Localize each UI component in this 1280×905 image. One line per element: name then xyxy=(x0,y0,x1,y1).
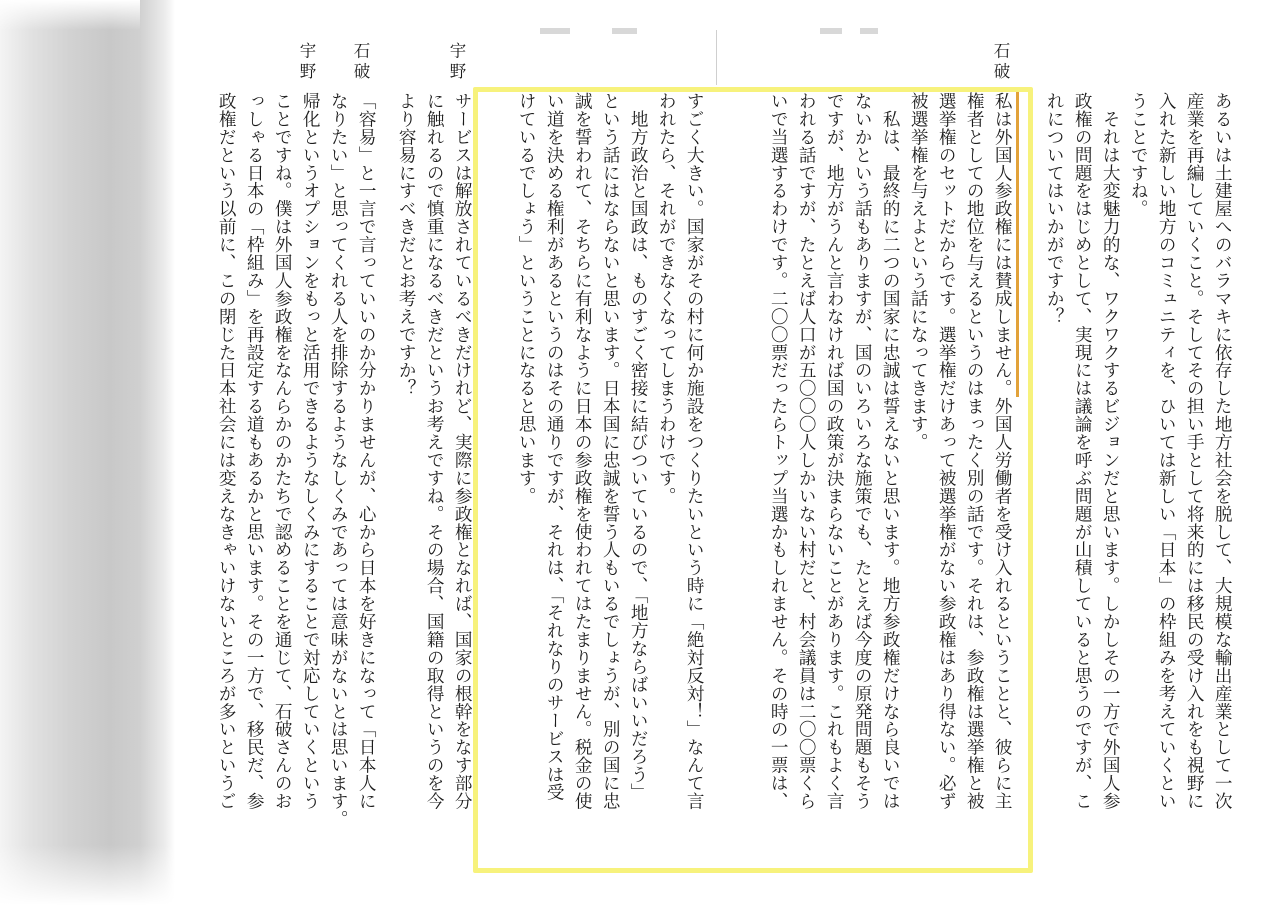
text-column: サービスは解放されているべきだけれど、実際に参政権となれば、国家の根幹をなす部分 xyxy=(452,92,473,810)
text-column: けているでしょう」ということになると思います。 xyxy=(516,92,537,505)
text-column: という話にはならないと思います。日本国に忠誠を誓う人もいるでしょうが、別の国に忠 xyxy=(600,92,621,810)
text-column: あるいは土建屋へのバラマキに依存した地方社会を脱して、大規模な輸出産業として一次 xyxy=(1212,92,1233,810)
text-column: 「容易」と一言で言っていいのか分かりませんが、心から日本を好きになって「日本人に xyxy=(356,92,377,810)
text-column: 政権だという以前に、この閉じた日本社会には変えなきゃいけないところが多いというご xyxy=(216,92,237,810)
text-column: うことですね。 xyxy=(1128,92,1149,218)
text-column: 入れた新しい地方のコミュニティを、ひいては新しい「日本」の枠組みを考えていくとい xyxy=(1156,92,1177,810)
text-column: より容易にすべきだとお考えですか？ xyxy=(396,92,417,398)
text-column: ですが、地方がうんと言わなければ国の政策が決まらないことがあります。これもよく言 xyxy=(824,92,845,810)
text-column: い道を決める権利があるというのはその通りですが、それは、「それなりのサービスは受 xyxy=(544,92,565,802)
text-column: 権者としての地位を与えるというのはまったく別の話です。それは、参政権は選挙権と被 xyxy=(964,92,985,810)
text-column: それは大変魅力的な、ワクワクするビジョンだと思います。しかしその一方で外国人参 xyxy=(1100,92,1121,810)
text-column: いで当選するわけです。二〇〇票だったらトップ当選かもしれません。その時の一票は、 xyxy=(768,92,789,810)
text-column: れについてはいかがですか？ xyxy=(1044,92,1065,326)
text-column: 産業を再編していくこと。そしてその担い手として将来的には移民の受け入れをも視野に xyxy=(1184,92,1205,810)
text-column: 政権の問題をはじめとして、実現には議論を呼ぶ問題が山積していると思うのですが、こ xyxy=(1072,92,1093,810)
speaker-label-ishiba-2: 石破 xyxy=(351,42,370,83)
text-column: われる話ですが、たとえば人口が五〇〇〇人しかいない村だと、村会議員は二〇〇票くら xyxy=(796,92,817,810)
highlight-box xyxy=(473,87,1033,873)
marker-line xyxy=(1016,92,1019,397)
text-column: 地方政治と国政は、ものすごく密接に結びついているので、「地方ならばいいだろう」 xyxy=(628,92,649,802)
speaker-label-uno-1: 宇野 xyxy=(447,42,466,83)
text-column: ないかという話もありますが、国のいろいろな施策でも、たとえば今度の原発問題もそう xyxy=(852,92,873,810)
text-column: われたら、それができなくなってしまうわけです。 xyxy=(656,92,677,505)
speaker-label-uno-2: 宇野 xyxy=(297,42,316,83)
text-column: 被選挙権を与えよという話になってきます。 xyxy=(908,92,929,451)
text-column: すごく大きい。国家がその村に何か施設をつくりたいという時に「絶対反対！」なんて言 xyxy=(684,92,705,810)
text-column: 私は外国人参政権には賛成しません。外国人労働者を受け入れるということと、彼らに主 xyxy=(992,92,1013,810)
text-column: っしゃる日本の「枠組み」を再設定する道もあるかと思います。その一方で、移民だ、参 xyxy=(244,92,265,810)
text-column: 帰化というオプションをもっと活用できるようなしくみにすることで対応していくという xyxy=(300,92,321,810)
text-column: 選挙権のセットだからです。選挙権だけあって被選挙権がない参政権はあり得ない。必ず xyxy=(936,92,957,810)
text-column: 誠を誓われて、そちらに有利なように日本の参政権を使われてはたまりません。税金の使 xyxy=(572,92,593,810)
text-column: ことですね。僕は外国人参政権をなんらかのかたちで認めることを通じて、石破さんのお xyxy=(272,92,293,810)
text-column: 私は、最終的に二つの国家に忠誠は誓えないと思います。地方参政権だけなら良いでは xyxy=(880,92,901,810)
speaker-label-ishiba-1: 石破 xyxy=(991,42,1010,83)
text-column: なりたい」と思ってくれる人を排除するようなしくみであっては意味がないとは思います。 xyxy=(328,92,349,828)
text-column: に触れるので慎重になるべきだというお考えですね。その場合、国籍の取得というのを今 xyxy=(424,92,445,810)
